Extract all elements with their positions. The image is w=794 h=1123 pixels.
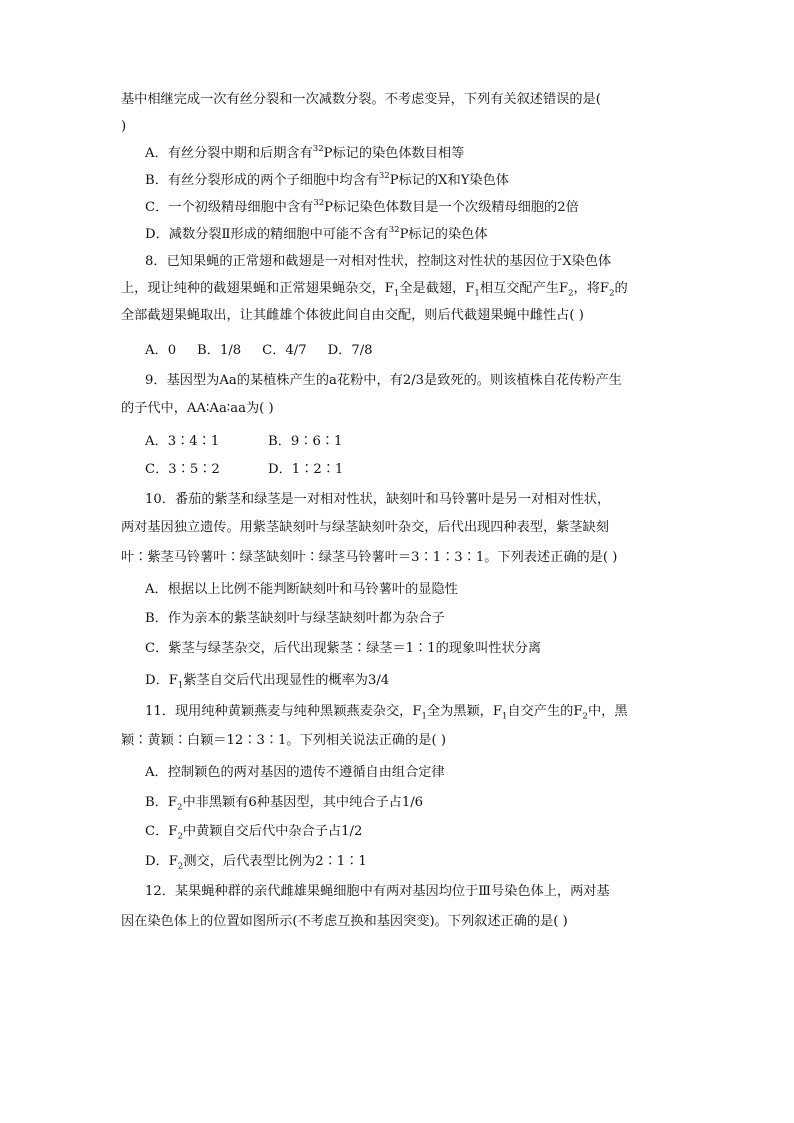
q11-option-d: D．$F_2$测交，后代表型比例为2∶1∶1 [145,854,367,872]
q7-stem-line1: 基中相继完成一次有丝分裂和一次减数分裂。不考虑变异，下列有关叙述错误的是( [121,92,601,107]
q8-stem-line2: 上，现让纯种的截翅果蝇和正常翅果蝇杂交，$F_1$全是截翅，$F_1$相互交配产生$F_2$，将$F_2$的 [121,281,628,299]
q10-option-d: D．$F_1$紫茎自交后代出现显性的概率为3/4 [145,673,390,691]
q7-option-d: D．减数分裂Ⅱ形成的精细胞中可能不含有$^{32}$P标记的染色体 [145,224,488,242]
q12-stem-line2: 因在染色体上的位置如图所示(不考虑互换和基因突变)。下列叙述正确的是( ) [121,914,568,929]
q8-options: A．0 B．1/8 C．4/7 D．7/8 [145,343,373,358]
q11-stem-line1: 11．现用纯种黄颖燕麦与纯种黑颖燕麦杂交，$F_1$全为黑颖，$F_1$自交产生的$F_2$中，黑 [145,704,628,722]
q11-stem-line2: 颖∶黄颖∶白颖＝12∶3∶1。下列相关说法正确的是( ) [121,733,446,748]
q12-stem-line1: 12．某果蝇种群的亲代雌雄果蝇细胞中有两对基因均位于Ⅲ号染色体上，两对基 [145,884,610,899]
q10-option-c: C．紫茎与绿茎杂交，后代出现紫茎∶绿茎＝1∶1的现象叫性状分离 [145,641,542,656]
q7-option-a: A．有丝分裂中期和后期含有$^{32}$P标记的染色体数目相等 [145,143,465,161]
q9-option-b: B．9∶6∶1 [268,434,343,449]
q11-option-b: B．$F_2$中非黑颖有6种基因型，其中纯合子占1/6 [145,795,424,813]
q9-option-a: A．3∶4∶1 [145,434,220,449]
q7-option-b: B．有丝分裂形成的两个子细胞中均含有$^{32}$P标记的X和Y染色体 [145,170,509,188]
q9-option-d: D．1∶2∶1 [268,462,344,477]
q7-option-c: C．一个初级精母细胞中含有$^{32}$P标记染色体数目是一个次级精母细胞的2倍 [145,197,579,215]
q10-option-a: A．根据以上比例不能判断缺刻叶和马铃薯叶的显隐性 [145,582,458,597]
q10-stem-line2: 两对基因独立遗传。用紫茎缺刻叶与绿茎缺刻叶杂交，后代出现四种表型，紫茎缺刻 [121,520,609,535]
q7-stem-line2: ) [121,119,127,134]
q10-stem-line1: 10．番茄的紫茎和绿茎是一对相对性状，缺刻叶和马铃薯叶是另一对相对性状， [145,492,611,507]
q10-option-b: B．作为亲本的紫茎缺刻叶与绿茎缺刻叶都为杂合子 [145,611,445,626]
q9-stem-line2: 的子代中，AA∶Aa∶aa为( ) [121,401,274,416]
q10-stem-line3: 叶∶紫茎马铃薯叶∶绿茎缺刻叶∶绿茎马铃薯叶＝3∶1∶3∶1。下列表述正确的是( ) [121,550,618,565]
q8-stem-line1: 8．已知果蝇的正常翅和截翅是一对相对性状，控制这对性状的基因位于X染色体 [145,254,612,269]
q8-stem-line3: 全部截翅果蝇取出，让其雌雄个体彼此间自由交配，则后代截翅果蝇中雌性占( ) [121,308,584,323]
q11-option-a: A．控制颖色的两对基因的遗传不遵循自由组合定律 [145,765,445,780]
q9-stem-line1: 9．基因型为Aa的某植株产生的a花粉中，有2/3是致死的。则该植株自花传粉产生 [145,373,622,388]
q11-option-c: C．$F_2$中黄颖自交后代中杂合子占1/2 [145,824,363,842]
q9-option-c: C．3∶5∶2 [145,462,220,477]
